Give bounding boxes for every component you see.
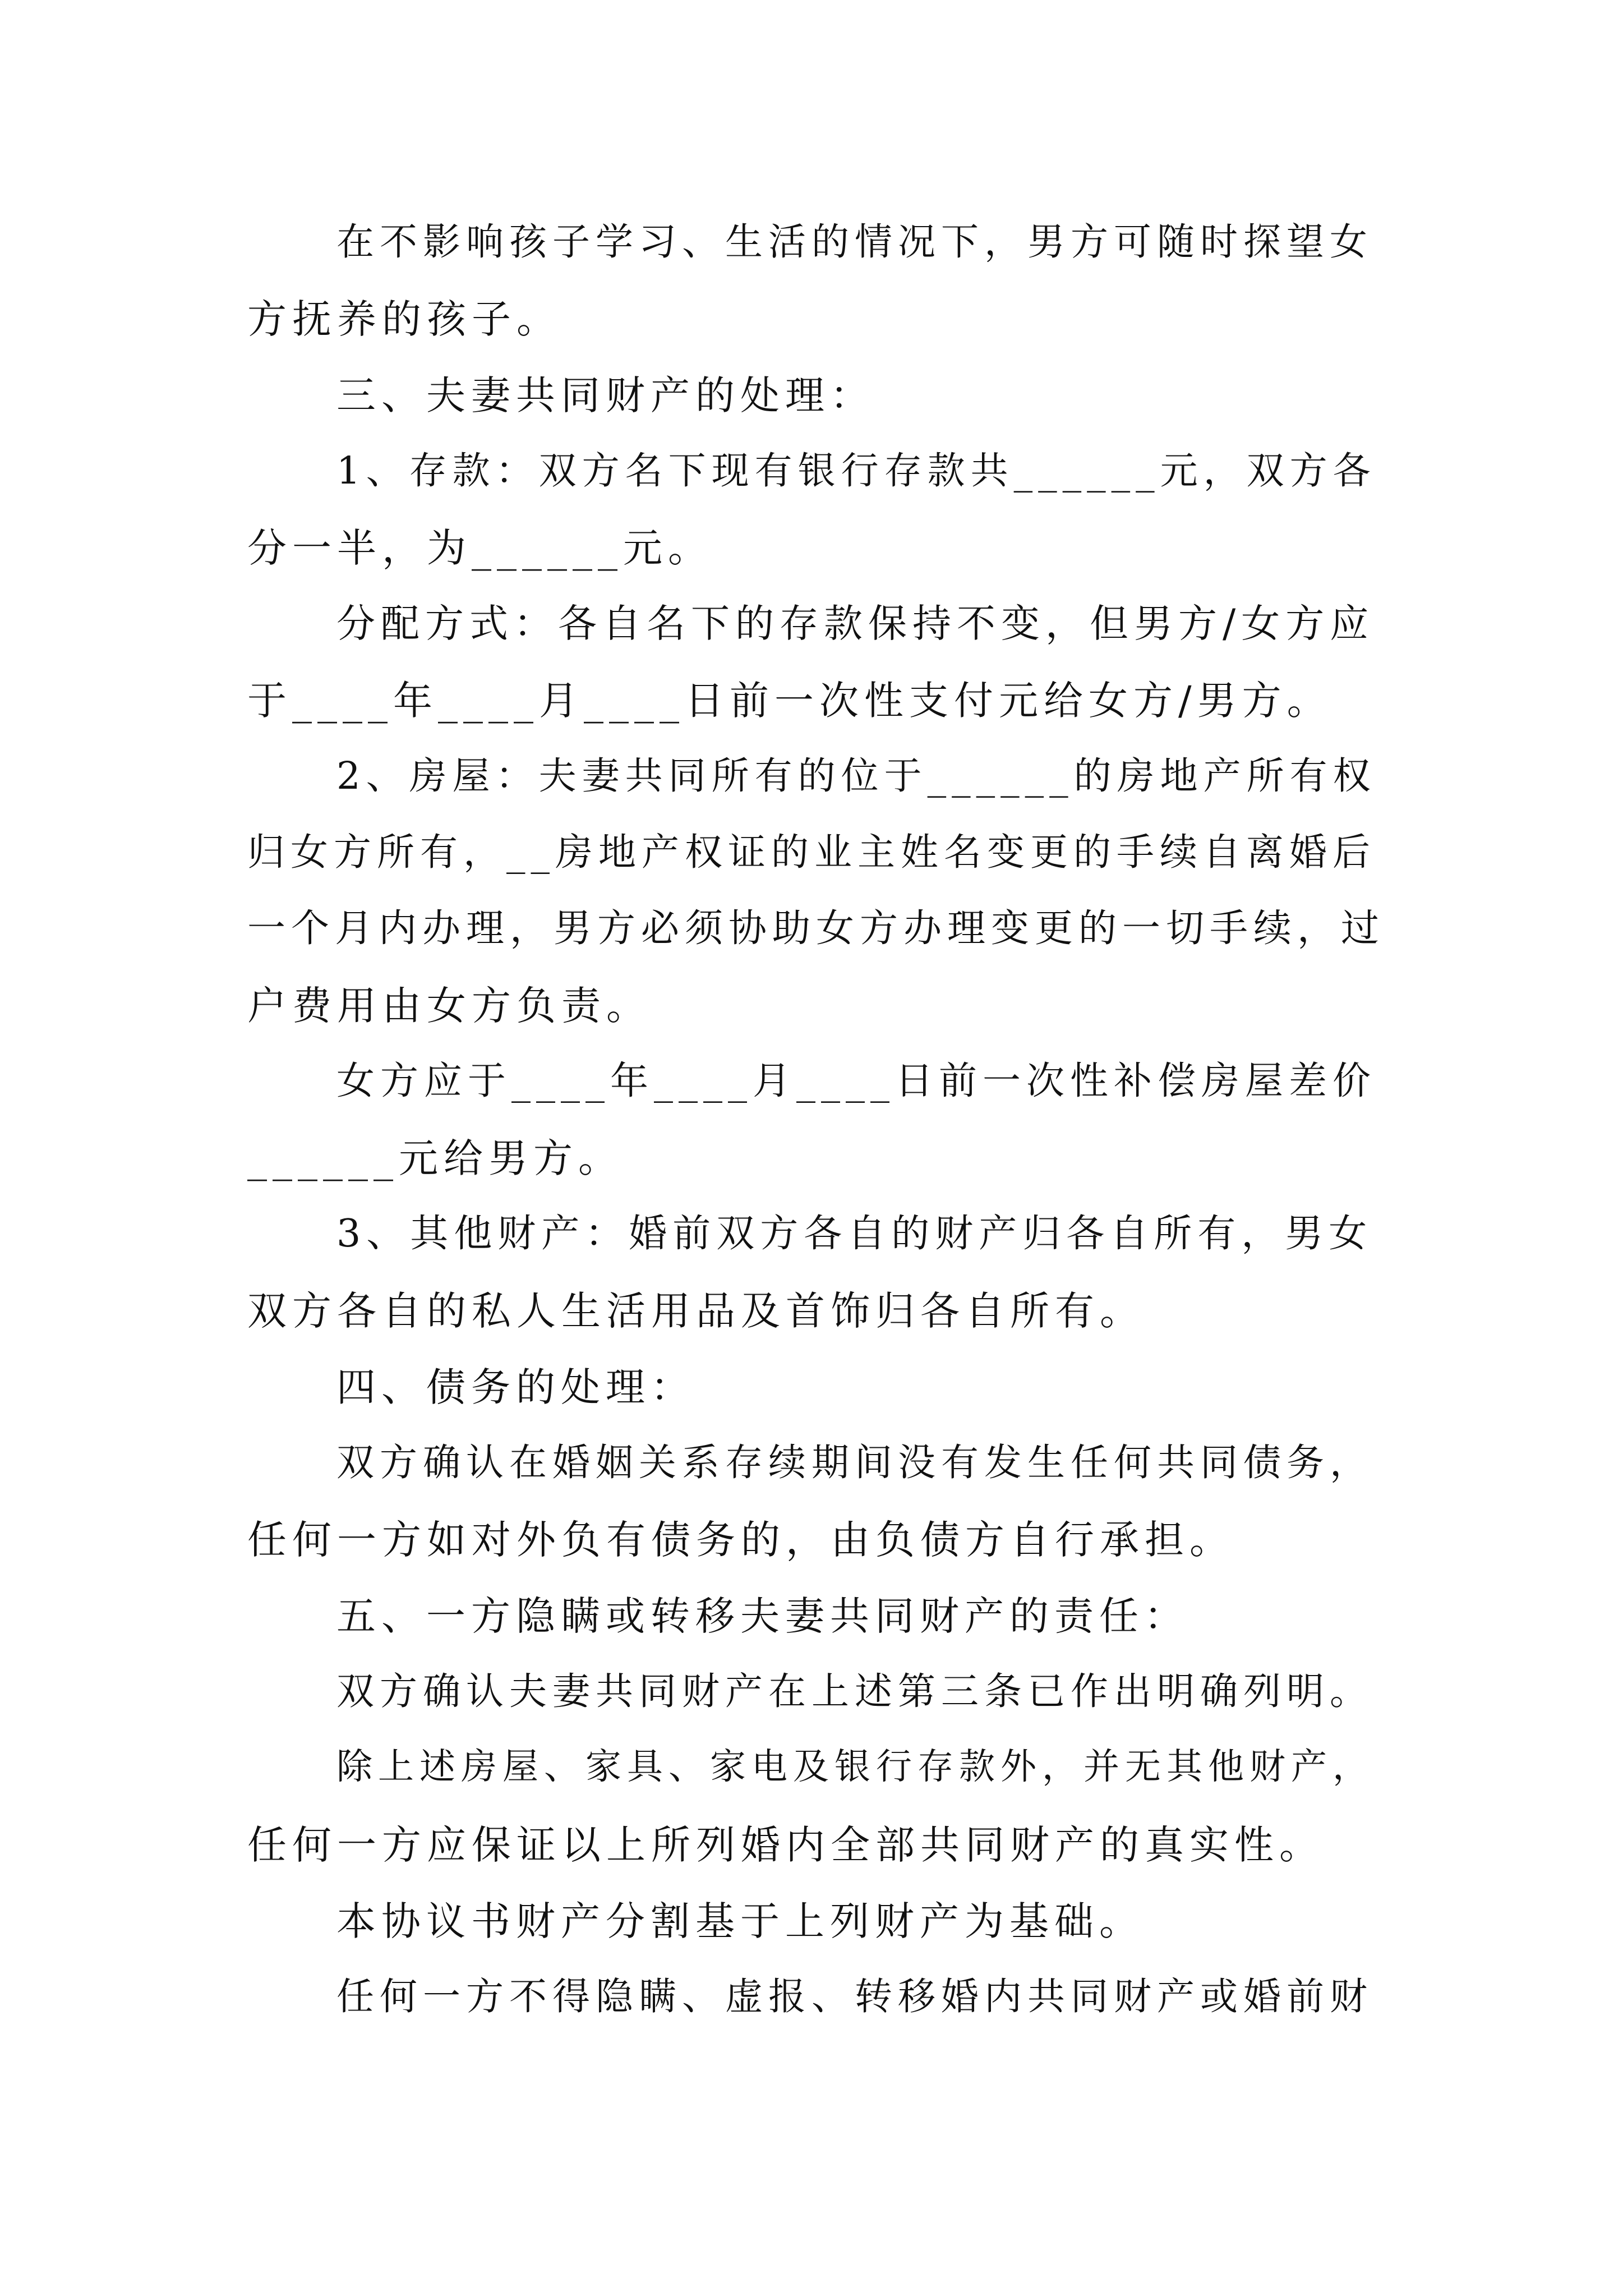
text-line: 女方应于____年____月____日前一次性补偿房屋差价 [336,1059,1377,1103]
text-line: 双方确认夫妻共同财产在上述第三条已作出明确列明。 [336,1669,1373,1713]
text-line: 在不影响孩子学习、生活的情况下，男方可随时探望女 [336,220,1373,264]
text-line: 任何一方如对外负有债务的，由负债方自行承担。 [247,1517,1234,1563]
text-line: 任何一方不得隐瞒、虚报、转移婚内共同财产或婚前财 [336,1975,1373,2018]
text-line: 分配方式：各自名下的存款保持不变，但男方/女方应 [336,601,1375,646]
text-line: 任何一方应保证以上所列婚内全部共同财产的真实性。 [247,1822,1324,1868]
section-heading: 三、夫妻共同财产的处理： [336,372,875,418]
text-line: 方抚养的孩子。 [247,296,561,342]
text-line: 归女方所有，__房地产权证的业主姓名变更的手续自离婚后 [247,830,1376,874]
text-line: ______元给男方。 [247,1135,623,1181]
text-line: 3、其他财产：婚前双方各自的财产归各自所有，男女 [336,1212,1373,1256]
text-line: 分一半，为______元。 [247,525,713,571]
text-line: 本协议书财产分割基于上列财产为基础。 [336,1898,1144,1944]
text-line: 除上述房屋、家具、家电及银行存款外，并无其他财产， [336,1746,1374,1788]
section-heading: 四、债务的处理： [336,1364,695,1410]
text-line: 2、房屋：夫妻共同所有的位于______的房地产所有权 [336,754,1376,798]
text-line: 双方各自的私人生活用品及首饰归各自所有。 [247,1288,1145,1334]
section-heading: 五、一方隐瞒或转移夫妻共同财产的责任： [336,1593,1189,1639]
text-line: 一个月内办理，男方必须协助女方办理变更的一切手续，过 [247,907,1385,951]
text-line: 于____年____月____日前一次性支付元给女方/男方。 [247,678,1332,724]
text-line: 1、存款：双方名下现有银行存款共______元，双方各 [336,449,1376,493]
text-line: 双方确认在婚姻关系存续期间没有发生任何共同债务， [336,1441,1373,1484]
text-line: 户费用由女方负责。 [247,983,651,1029]
